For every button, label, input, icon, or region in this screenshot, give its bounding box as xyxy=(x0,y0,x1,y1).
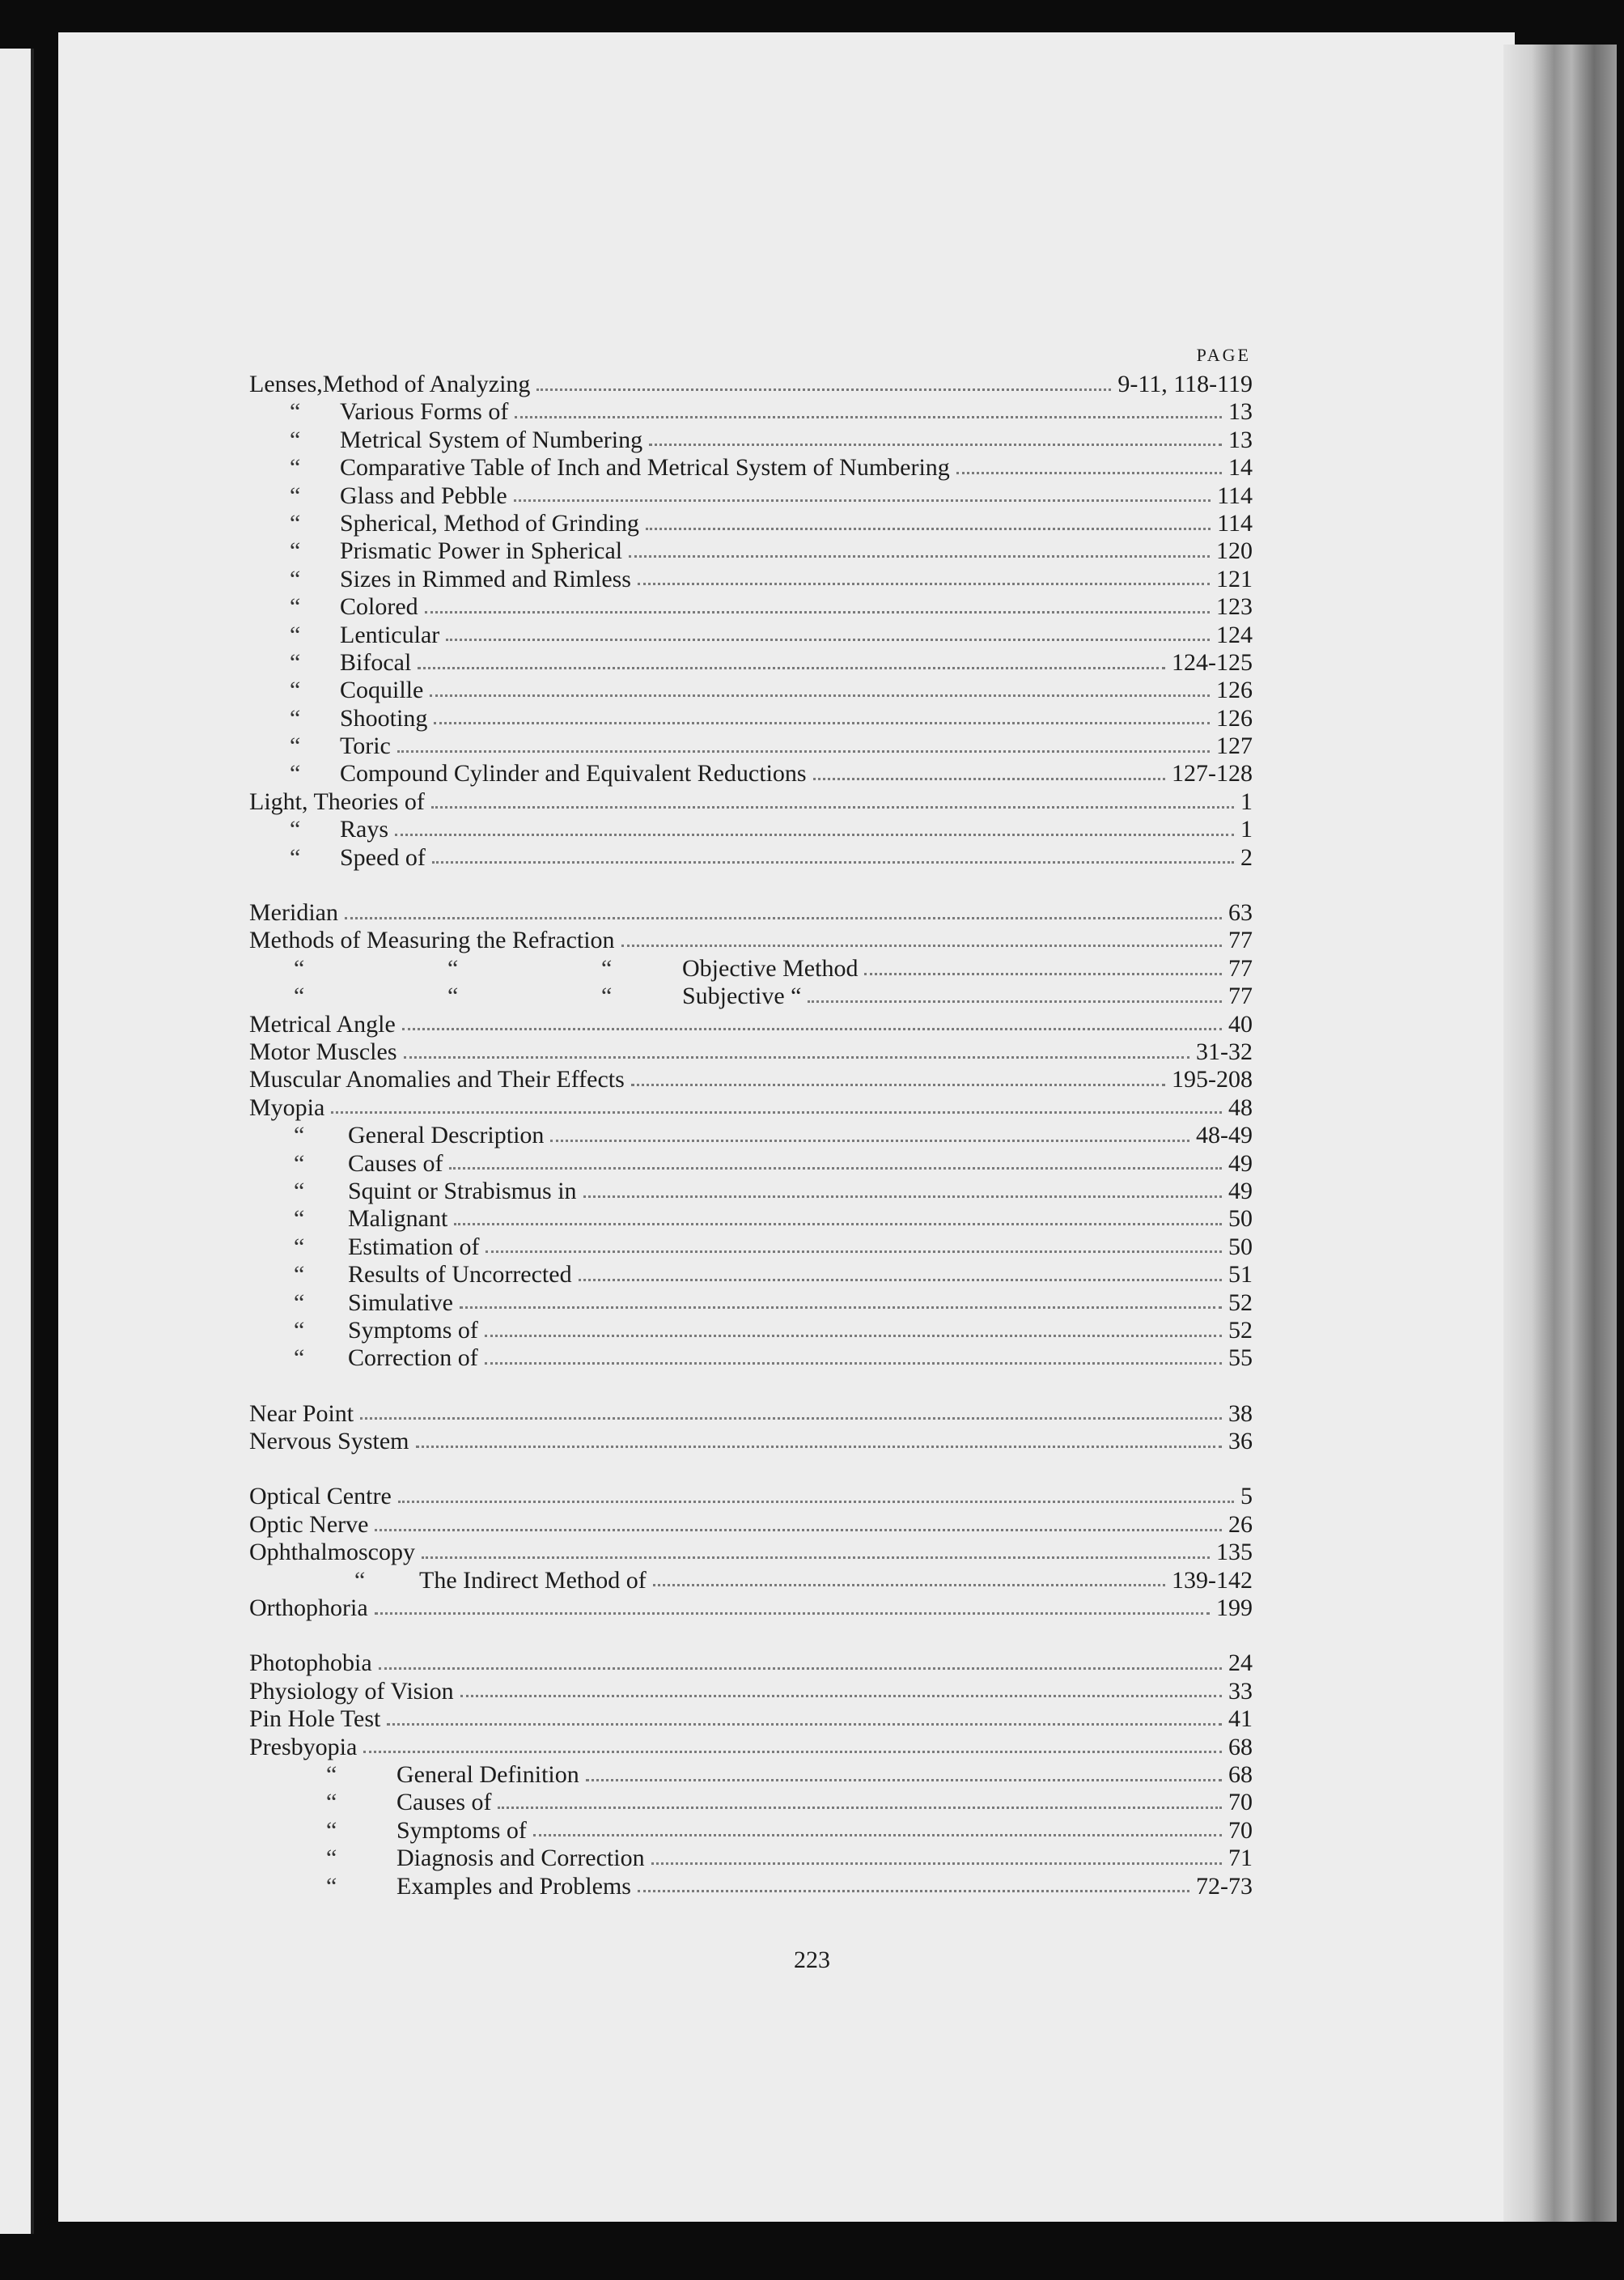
index-entry xyxy=(249,1150,1253,1178)
dot-leader xyxy=(360,1417,1222,1420)
ditto-mark: “ xyxy=(294,1122,305,1149)
entry-page-ref: 5 xyxy=(1240,1483,1253,1510)
ditto-mark: “ xyxy=(290,537,301,565)
dot-leader xyxy=(432,861,1234,864)
dot-leader xyxy=(586,1779,1222,1781)
entry-page-ref: 77 xyxy=(1228,927,1253,954)
page-column-heading: PAGE xyxy=(1196,345,1251,365)
entry-page-ref: 135 xyxy=(1216,1539,1253,1566)
entry-label: Methods of Measuring the Refraction xyxy=(249,927,615,954)
entry-page-ref: 9-11, 118-119 xyxy=(1117,371,1253,397)
index-entry xyxy=(249,649,1253,677)
entry-label: Sizes in Rimmed and Rimless xyxy=(340,565,631,592)
entry-label: General Description xyxy=(348,1122,545,1149)
ditto-mark: “ xyxy=(290,509,301,537)
entry-page-ref: 36 xyxy=(1228,1428,1253,1455)
index-entry xyxy=(249,1344,1253,1372)
index-entry xyxy=(249,1400,1253,1428)
ditto-mark: “ xyxy=(294,1233,305,1260)
entry-page-ref: 13 xyxy=(1228,398,1253,426)
entry-label: Results of Uncorrected xyxy=(348,1261,572,1289)
dot-leader xyxy=(486,1250,1222,1253)
index-entry xyxy=(249,1678,1253,1705)
entry-label: Presbyopia xyxy=(249,1733,358,1760)
ditto-mark: “ xyxy=(290,677,301,704)
dot-leader xyxy=(460,1306,1222,1309)
entry-page-ref: 70 xyxy=(1228,1789,1253,1816)
entry-page-ref: 51 xyxy=(1228,1261,1253,1289)
entry-label: Squint or Strabismus in xyxy=(348,1177,577,1204)
ditto-mark: “ xyxy=(294,1149,305,1177)
index-entry xyxy=(249,622,1253,649)
dot-leader xyxy=(454,1223,1222,1225)
ditto-mark: “ xyxy=(294,1177,305,1204)
entry-page-ref: 55 xyxy=(1228,1344,1253,1372)
dot-leader xyxy=(375,1529,1222,1531)
entry-page-ref: 52 xyxy=(1228,1289,1253,1316)
index-entry xyxy=(249,482,1253,510)
entry-page-ref: 26 xyxy=(1228,1510,1253,1538)
entry-page-ref: 68 xyxy=(1228,1733,1253,1760)
index-entry xyxy=(249,899,1253,927)
ditto-mark: “ xyxy=(294,1261,305,1289)
dot-leader xyxy=(515,416,1222,418)
index-entry xyxy=(249,1594,1253,1622)
entry-label: Estimation of xyxy=(348,1233,480,1260)
ditto-mark: “ xyxy=(290,454,301,482)
entry-label: Orthophoria xyxy=(249,1594,368,1622)
ditto-mark: “ xyxy=(326,1845,337,1872)
dot-leader xyxy=(646,528,1211,530)
entry-label: Optical Centre xyxy=(249,1483,392,1510)
entry-page-ref: 2 xyxy=(1240,843,1253,871)
entry-page-ref: 48 xyxy=(1228,1093,1253,1121)
entry-label: The Indirect Method of xyxy=(419,1566,647,1594)
index-entry xyxy=(249,705,1253,732)
entry-label: Comparative Table of Inch and Metrical System of Numbering xyxy=(340,454,950,482)
ditto-mark: “ xyxy=(290,621,301,648)
entry-label: Meridian xyxy=(249,899,338,927)
entry-label: Ophthalmoscopy xyxy=(249,1539,415,1566)
entry-page-ref: 71 xyxy=(1228,1845,1253,1872)
entry-label: Rays xyxy=(340,816,388,843)
index-entry xyxy=(249,1205,1253,1233)
entry-page-ref: 52 xyxy=(1228,1316,1253,1344)
dot-leader xyxy=(331,1111,1222,1114)
entry-page-ref: 124-125 xyxy=(1172,648,1253,676)
ditto-mark: “ xyxy=(326,1789,337,1816)
index-entry xyxy=(249,1178,1253,1205)
entry-page-ref: 49 xyxy=(1228,1149,1253,1177)
dot-leader xyxy=(431,806,1234,809)
dot-leader xyxy=(621,945,1222,947)
dot-leader xyxy=(425,611,1210,614)
index-entry xyxy=(249,1734,1253,1761)
ditto-mark: “ “ “ xyxy=(294,954,613,982)
index-entry xyxy=(249,427,1253,454)
entry-label: Objective Method xyxy=(682,954,859,982)
ditto-mark: “ xyxy=(290,398,301,426)
page-edge-shadow xyxy=(1503,45,1617,2222)
dot-leader xyxy=(446,639,1210,641)
entry-label: Metrical Angle xyxy=(249,1010,396,1038)
entry-label: General Definition xyxy=(396,1760,579,1788)
index-entry xyxy=(249,1066,1253,1093)
dot-leader xyxy=(631,1084,1165,1086)
index-entry xyxy=(249,566,1253,593)
dot-leader xyxy=(449,1167,1222,1170)
entry-page-ref: 124 xyxy=(1216,621,1253,648)
entry-label: Motor Muscles xyxy=(249,1038,397,1065)
index-entry xyxy=(249,371,1253,398)
entry-label: Colored xyxy=(340,593,418,621)
dot-leader xyxy=(402,1028,1222,1030)
index-entry xyxy=(249,593,1253,621)
index-entry xyxy=(249,955,1253,983)
dot-leader xyxy=(375,1612,1210,1615)
entry-label: Causes of xyxy=(348,1149,443,1177)
index-entry xyxy=(249,760,1253,788)
index-entry xyxy=(249,844,1253,872)
ditto-mark: “ “ “ xyxy=(294,983,613,1010)
index-entry xyxy=(249,983,1253,1010)
ditto-mark: “ xyxy=(354,1566,366,1594)
dot-leader xyxy=(638,583,1210,585)
entry-label: Physiology of Vision xyxy=(249,1677,454,1705)
index-entry xyxy=(249,1705,1253,1733)
index-entry xyxy=(249,398,1253,426)
entry-label: Simulative xyxy=(348,1289,453,1316)
entry-page-ref: 114 xyxy=(1217,509,1253,537)
ditto-mark: “ xyxy=(326,1760,337,1788)
ditto-mark: “ xyxy=(290,843,301,871)
dot-leader xyxy=(416,1446,1223,1448)
entry-label: Diagnosis and Correction xyxy=(396,1845,645,1872)
dot-leader xyxy=(397,750,1210,753)
entry-label: Muscular Anomalies and Their Effects xyxy=(249,1066,625,1093)
dot-leader xyxy=(379,1667,1222,1670)
entry-label: Compound Cylinder and Equivalent Reductions xyxy=(340,760,807,788)
entry-page-ref: 13 xyxy=(1228,426,1253,453)
index-entry xyxy=(249,677,1253,704)
entry-page-ref: 33 xyxy=(1228,1677,1253,1705)
entry-label: Various Forms of xyxy=(340,398,509,426)
entry-page-ref: 121 xyxy=(1216,565,1253,592)
entry-label: Nervous System xyxy=(249,1428,409,1455)
entry-label: Glass and Pebble xyxy=(340,482,507,509)
index-entry xyxy=(249,1289,1253,1317)
index-entry xyxy=(249,1649,1253,1677)
dot-leader xyxy=(808,1000,1222,1003)
entry-label: Metrical System of Numbering xyxy=(340,426,643,453)
entry-label: Spherical, Method of Grinding xyxy=(340,509,639,537)
ditto-mark: “ xyxy=(294,1205,305,1233)
entry-page-ref: 123 xyxy=(1216,593,1253,621)
index-entry xyxy=(249,1483,1253,1510)
ditto-mark: “ xyxy=(290,648,301,676)
dot-leader xyxy=(398,1501,1234,1503)
entry-label: Prismatic Power in Spherical xyxy=(340,537,623,565)
entry-page-ref: 41 xyxy=(1228,1705,1253,1733)
dot-leader xyxy=(536,388,1111,391)
dot-leader xyxy=(579,1279,1222,1281)
entry-page-ref: 1 xyxy=(1240,816,1253,843)
entry-page-ref: 70 xyxy=(1228,1816,1253,1844)
ditto-mark: “ xyxy=(294,1316,305,1344)
index-entry xyxy=(249,1317,1253,1344)
entry-label: Pin Hole Test xyxy=(249,1705,381,1733)
entry-page-ref: 126 xyxy=(1216,704,1253,732)
entry-page-ref: 31-32 xyxy=(1196,1038,1253,1065)
entry-label: Toric xyxy=(340,732,391,760)
dot-leader xyxy=(514,499,1211,502)
dot-leader xyxy=(533,1834,1222,1836)
entry-label: Subjective “ xyxy=(682,983,802,1010)
section-gap xyxy=(249,1622,1253,1649)
dot-leader xyxy=(653,1584,1165,1586)
dot-leader xyxy=(460,1695,1222,1697)
index-entry xyxy=(249,1511,1253,1539)
entry-label: Coquille xyxy=(340,677,424,704)
ditto-mark: “ xyxy=(326,1872,337,1900)
index-entry xyxy=(249,1122,1253,1149)
dot-leader xyxy=(956,472,1222,474)
dot-leader xyxy=(583,1195,1222,1198)
index-entry xyxy=(249,537,1253,565)
ditto-mark: “ xyxy=(294,1344,305,1372)
index-entry xyxy=(249,1817,1253,1845)
entry-label: Malignant xyxy=(348,1205,448,1233)
index-rows xyxy=(249,371,1253,1900)
dot-leader xyxy=(430,694,1210,697)
dot-leader xyxy=(404,1056,1190,1059)
dot-leader xyxy=(864,973,1222,975)
entry-label: Symptoms of xyxy=(348,1316,478,1344)
entry-page-ref: 48-49 xyxy=(1196,1122,1253,1149)
ditto-mark: “ xyxy=(290,565,301,592)
entry-page-ref: 63 xyxy=(1228,899,1253,927)
section-gap xyxy=(249,1455,1253,1483)
index-entry xyxy=(249,1539,1253,1566)
ditto-mark: “ xyxy=(290,482,301,509)
index-entry xyxy=(249,1761,1253,1789)
dot-leader xyxy=(363,1751,1222,1753)
index-entry xyxy=(249,454,1253,482)
entry-page-ref: 195-208 xyxy=(1172,1066,1253,1093)
index-entry xyxy=(249,816,1253,843)
ditto-mark: “ xyxy=(290,426,301,453)
entry-page-ref: 77 xyxy=(1228,983,1253,1010)
dot-leader xyxy=(418,667,1165,669)
ditto-mark: “ xyxy=(326,1816,337,1844)
entry-page-ref: 120 xyxy=(1216,537,1253,565)
entry-page-ref: 114 xyxy=(1217,482,1253,509)
entry-page-ref: 68 xyxy=(1228,1760,1253,1788)
entry-page-ref: 24 xyxy=(1228,1649,1253,1677)
ditto-mark: “ xyxy=(290,816,301,843)
dot-leader xyxy=(498,1807,1222,1809)
dot-leader xyxy=(422,1556,1210,1559)
entry-label: Myopia xyxy=(249,1093,325,1121)
entry-label: Lenses,Method of Analyzing xyxy=(249,371,531,397)
entry-page-ref: 14 xyxy=(1228,454,1253,482)
facing-page-edge xyxy=(0,49,34,2234)
entry-label: Causes of xyxy=(396,1789,492,1816)
entry-label: Shooting xyxy=(340,704,428,732)
entry-page-ref: 199 xyxy=(1216,1594,1253,1622)
entry-label: Correction of xyxy=(348,1344,478,1372)
ditto-mark: “ xyxy=(294,1289,305,1316)
index-entry xyxy=(249,1567,1253,1594)
entry-page-ref: 72-73 xyxy=(1196,1872,1253,1900)
dot-leader xyxy=(434,722,1210,724)
dot-leader xyxy=(395,834,1234,836)
dot-leader xyxy=(813,778,1165,780)
entry-page-ref: 40 xyxy=(1228,1010,1253,1038)
section-gap xyxy=(249,872,1253,899)
entry-label: Speed of xyxy=(340,843,426,871)
entry-label: Near Point xyxy=(249,1399,354,1427)
index-entry xyxy=(249,732,1253,760)
entry-label: Light, Theories of xyxy=(249,788,425,815)
dot-leader xyxy=(550,1140,1189,1142)
entry-label: Optic Nerve xyxy=(249,1510,369,1538)
entry-label: Symptoms of xyxy=(396,1816,527,1844)
entry-page-ref: 49 xyxy=(1228,1177,1253,1204)
entry-page-ref: 50 xyxy=(1228,1233,1253,1260)
entry-page-ref: 126 xyxy=(1216,677,1253,704)
dot-leader xyxy=(629,555,1210,558)
dot-leader xyxy=(638,1890,1189,1892)
entry-page-ref: 139-142 xyxy=(1172,1566,1253,1594)
index-entry xyxy=(249,1261,1253,1289)
ditto-mark: “ xyxy=(290,593,301,621)
ditto-mark: “ xyxy=(290,732,301,760)
index-list xyxy=(249,340,1253,1900)
dot-leader xyxy=(485,1335,1222,1337)
dot-leader xyxy=(387,1723,1222,1726)
dot-leader xyxy=(651,1862,1222,1865)
index-entry xyxy=(249,1011,1253,1038)
page-number: 223 xyxy=(794,1947,830,1973)
entry-label: Lenticular xyxy=(340,621,440,648)
entry-page-ref: 127-128 xyxy=(1172,760,1253,788)
index-entry xyxy=(249,1233,1253,1261)
index-entry xyxy=(249,1038,1253,1066)
index-entry xyxy=(249,510,1253,537)
ditto-mark: “ xyxy=(290,704,301,732)
entry-page-ref: 77 xyxy=(1228,954,1253,982)
entry-label: Examples and Problems xyxy=(396,1872,631,1900)
dot-leader xyxy=(485,1362,1222,1365)
section-gap xyxy=(249,1373,1253,1400)
index-entry xyxy=(249,1094,1253,1122)
entry-page-ref: 50 xyxy=(1228,1205,1253,1233)
index-entry xyxy=(249,1428,1253,1455)
index-entry xyxy=(249,1845,1253,1872)
dot-leader xyxy=(649,444,1222,446)
index-entry xyxy=(249,927,1253,954)
index-entry xyxy=(249,788,1253,816)
dot-leader xyxy=(345,917,1222,919)
entry-label: Bifocal xyxy=(340,648,412,676)
index-entry xyxy=(249,1873,1253,1900)
ditto-mark: “ xyxy=(290,760,301,788)
entry-page-ref: 127 xyxy=(1216,732,1253,760)
entry-page-ref: 1 xyxy=(1240,788,1253,815)
entry-page-ref: 38 xyxy=(1228,1399,1253,1427)
entry-label: Photophobia xyxy=(249,1649,372,1677)
index-entry xyxy=(249,1789,1253,1816)
